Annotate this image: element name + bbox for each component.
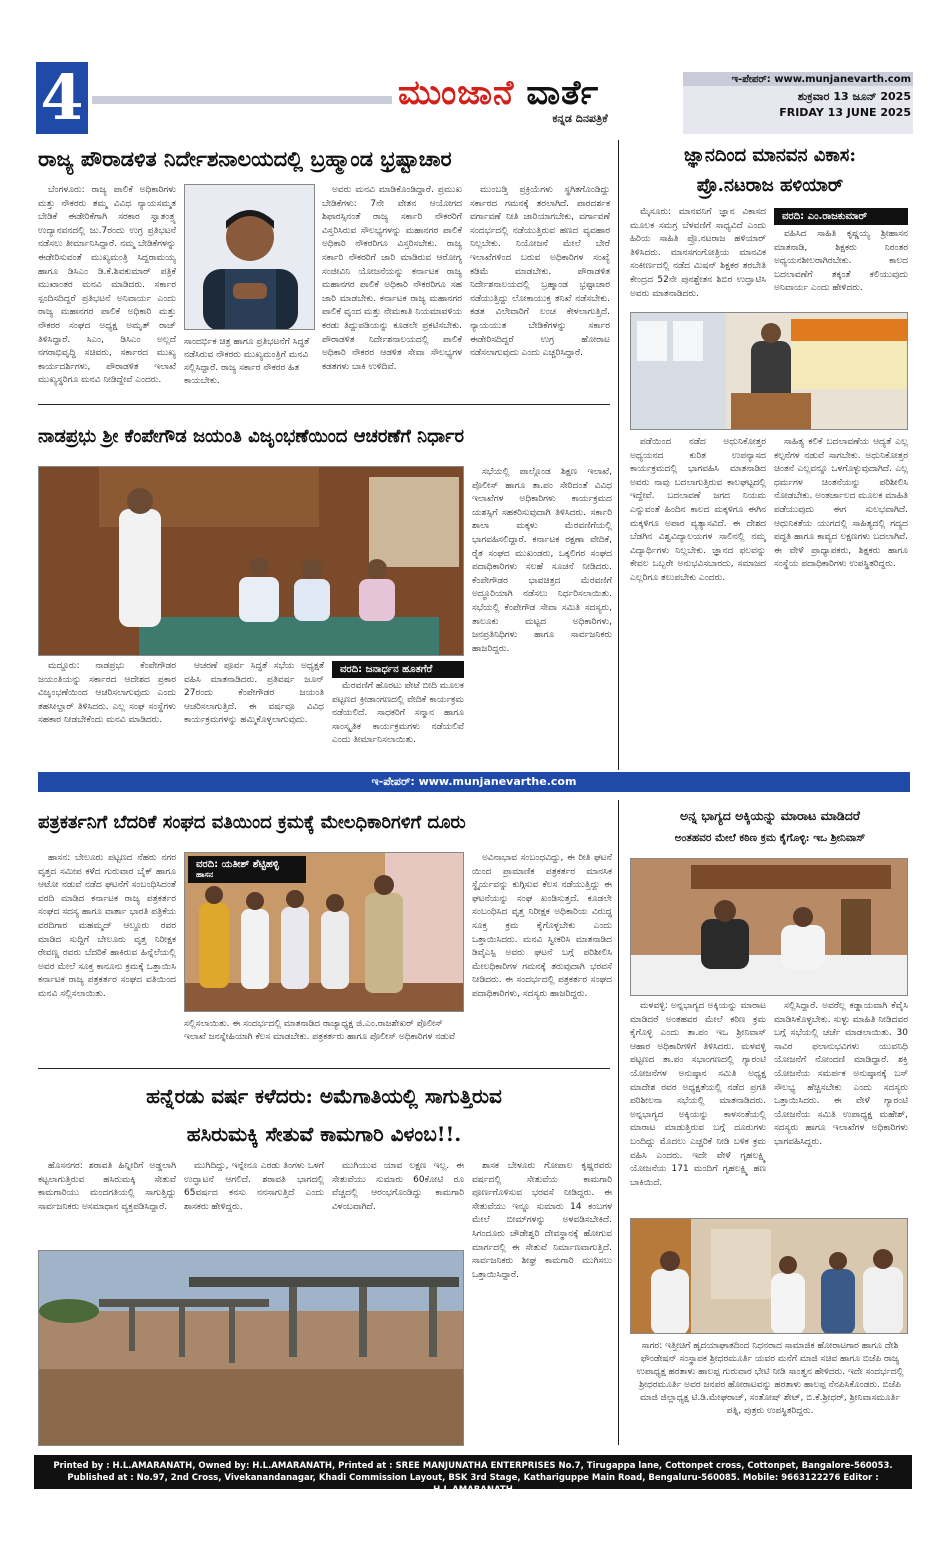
section-rule-2 bbox=[38, 1068, 610, 1069]
imprint-line-2: Published at : No.97, 2nd Cross, Vivekanandanagar, Khadi Commission Layout, BSK 3rd Stage, Kathariguppe Main Road, Bengaluru-560085. Mobile: 9663122276 Editor : H.L.AMARANATH bbox=[67, 1473, 879, 1495]
article-3-col-1: ಮದ್ದೂರು: ನಾಡಪ್ರಭು ಕೆಂಪೇಗೌಡರ ಜಯಂತಿಯನ್ನು ಸರ್ಕಾರದ ಆದೇಶದ ಪ್ರಕಾರ ವಿಜೃಂಭಣೆಯಿಂದ ಆಚರಿಸಲಾಗುವುದು ಎಂದು ತಹಸೀಲ್ದಾರ್ ತಿಳಿಸಿದರು. ಎಲ್ಲ ಸಂಘ ಸಂಸ್ಥೆಗಳು ಸಹಕಾರ ನೀಡಬೇಕೆಂದು ಮನವಿ ಮಾಡಿದರು. bbox=[38, 661, 176, 726]
article-1-headline[interactable]: ರಾಜ್ಯ ಪೌರಾಡಳಿತ ನಿರ್ದೇಶನಾಲಯದಲ್ಲಿ ಬ್ರಹ್ಮಾಂಡ ಭ್ರಷ್ಟಾಚಾರ bbox=[38, 146, 452, 171]
article-3-col-3: ಮೆರವಣಿಗೆ ಹೊರಟು ಪೇಟೆ ಬೀದಿ ಮೂಲಕ ಪಟ್ಟಣದ ಕ್ರೀಡಾಂಗಣದಲ್ಲಿ ವೇದಿಕೆ ಕಾರ್ಯಕ್ರಮ ನಡೆಯಲಿದೆ. ಸಾಧಕರಿಗೆ ಸನ್ಮಾನ ಹಾಗೂ ಸಾಂಸ್ಕೃತಿಕ ಕಾರ್ಯಕ್ರಮಗಳು ನಡೆಯಲಿವೆ ಎಂದು ತೀರ್ಮಾನಿಸಲಾಯಿತು. bbox=[332, 681, 464, 746]
article-2-headline-2[interactable]: ಪ್ರೊ.ನಟರಾಜ ಹಳಿಯಾರ್ bbox=[696, 175, 844, 196]
article-1-col-1: ಬೆಂಗಳೂರು: ರಾಜ್ಯ ಪಾಲಿಕೆ ಅಧಿಕಾರಿಗಳು ಮತ್ತು ನೌಕರರು ತಮ್ಮ ವಿವಿಧ ನ್ಯಾಯಸಮ್ಮತ ಬೇಡಿಕೆ ಈಡೇರಿಕೆಗಾಗಿ ಸರಕಾರ ಸ್ವಾತಂತ್ರ್ಯ ಉದ್ಯಾನವನದಲ್ಲಿ ಜು.7ರಂದು ಉಗ್ರ ಪ್ರತಿಭಟನೆ ನಡೆಸಲು ತೀರ್ಮಾನಿಸಿದ್ದಾರೆ. ನಮ್ಮ ಬೇಡಿಕೆಗಳನ್ನು ಈಡೇರಿಸುವಂತೆ ಮುಖ್ಯಮಂತ್ರಿ ಸಿದ್ದರಾಮಯ್ಯ ಹಾಗೂ ಡಿಸಿಎಂ ಡಿ.ಕೆ.ಶಿವಕುಮಾರ್ ಪತ್ರಿಕೆ ಮುಖಾಂತರ ಮನವಿ ಮಾಡಿದರು. ಸರ್ಕಾರ ಸ್ಪಂದಿಸದಿದ್ದರೆ ಪ್ರತಿಭಟನೆ ಅನಿವಾರ್ಯ ಎಂದು ರಾಜ್ಯ ಮಹಾನಗರ ಪಾಲಿಕೆ ಅಧಿಕಾರಿ ಮತ್ತು ನೌಕರರ ಸಂಘದ ಅಧ್ಯಕ್ಷ ಅಮೃತ್ ರಾಜ್ ತಿಳಿಸಿದ್ದಾರೆ. ಸಿಎಂ, ಡಿಸಿಎಂ ಅಲ್ಲದೆ ನಗರಾಭಿವೃದ್ಧಿ ಸಚಿವರು, ಸರ್ಕಾರದ ಮುಖ್ಯ ಕಾರ್ಯದರ್ಶಿಗಳು, ಪೌರಾಡಳಿತ ಇಲಾಖೆ ಮುಖ್ಯಸ್ಥರಿಗೂ ಮನವಿ ನೀಡಿದ್ದೇವೆ ಎಂದರು. bbox=[38, 185, 176, 386]
article-4-byline-place: ಹಾಸನ bbox=[196, 870, 214, 879]
column-divider-2 bbox=[618, 800, 619, 1445]
article-1-col-3: ಅವರು ಮನವಿ ಮಾಡಿಕೊಂಡಿದ್ದಾರೆ. ಪ್ರಮುಖ ಬೇಡಿಕೆಗಳು: 7ನೇ ವೇತನ ಆಯೋಗದ ಶಿಫಾರಸ್ಸಿನಂತೆ ರಾಜ್ಯ ಸರ್ಕಾರಿ ನೌಕರರಿಗೆ ವಿಸ್ತರಿಸಿರುವ ಸೌಲಭ್ಯಗಳನ್ನು ಮಹಾನಗರ ಪಾಲಿಕೆ ಅಧಿಕಾರಿ ನೌಕರರಿಗೂ ವಿಸ್ತರಿಸಬೇಕು. ರಾಜ್ಯ ಸರ್ಕಾರಿ ನೌಕರರಿಗೆ ಜಾರಿ ಮಾಡಿರುವ ಆರೋಗ್ಯ ಸಂಜೀವಿನಿ ಯೋಜನೆಯನ್ನು ಕರ್ನಾಟಕ ರಾಜ್ಯ ಮಹಾನಗರ ಪಾಲಿಕೆ ಅಧಿಕಾರಿ ನೌಕರರಿಗೂ ಸಹ ಜಾರಿ ಮಾಡಬೇಕು. ಕರ್ನಾಟಕ ರಾಜ್ಯ ಮಹಾನಗರ ಪಾಲಿಕೆ ವೃಂದ ಮತ್ತು ನೇಮಕಾತಿ ನಿಯಮಾವಳಿಯ ಕರಡು ತಿದ್ದುಪಡಿಯನ್ನು ಕೂಡಲೇ ಪ್ರಕಟಿಸಬೇಕು. ಪೌರಾಡಳಿತ ನಿರ್ದೇಶನಾಲಯದಲ್ಲಿ ಪಾಲಿಕೆ ಅಧಿಕಾರಿ ನೌಕರರ ಆಡಳಿತ ಸೇವಾ ಸೌಲಭ್ಯಗಳ ಕಡತಗಳು ಬಾಕಿ ಉಳಿದಿವೆ. bbox=[322, 185, 462, 372]
article-4-headline[interactable]: ಪತ್ರಕರ್ತನಿಗೆ ಬೆದರಿಕೆ ಸಂಘದ ವತಿಯಿಂದ ಕ್ರಮಕ್ಕೆ ಮೇಲಧಿಕಾರಿಗಳಿಗೆ ದೂರು bbox=[38, 812, 466, 833]
article-4-photo-caption: ಸಲ್ಲಿಸಲಾಯಿತು. ಈ ಸಂದರ್ಭದಲ್ಲಿ ಮಾತನಾಡಿದ ರಾಜ್ಯಾಧ್ಯಕ್ಷ ಜಿ.ಎಂ.ರಾಜಶೇಖರ್ ಪೊಲೀಸ್ ಇಲಾಖೆ ಜನಸ್ನೇಹಿಯಾಗಿ ಕೆಲಸ ಮಾಡಬೇಕು. ಪತ್ರಕರ್ತರು ಹಾಗೂ ಪೊಲೀಸ್ ಅಧಿಕಾರಿಗಳ ನಡುವೆ bbox=[184, 1019, 455, 1042]
article-6-headline-2[interactable]: ಹಸಿರುಮಕ್ಕಿ ಸೇತುವೆ ಕಾಮಗಾರಿ ವಿಳಂಬ!!. bbox=[186, 1122, 462, 1146]
section-rule bbox=[38, 404, 610, 405]
date-english: FRIDAY 13 JUNE 2025 bbox=[779, 106, 911, 119]
article-6-col-1: ಹೊಸನಗರ: ಶರಾವತಿ ಹಿನ್ನೀರಿಗೆ ಅಡ್ಡಲಾಗಿ ಕಟ್ಟಲಾಗುತ್ತಿರುವ ಹಸಿರುಮಕ್ಕಿ ಸೇತುವೆ ಕಾಮಗಾರಿಯು ಮಂದಗತಿಯಲ್ಲಿ ಸಾಗುತ್ತಿದ್ದು ಸಾರ್ವಜನಿಕರು ಅಸಮಾಧಾನ ವ್ಯಕ್ತಪಡಿಸಿದ್ದಾರೆ. bbox=[38, 1161, 176, 1212]
article-2-col-2: ವಹಿಸಿದ ಸಾಹಿತಿ ಕೃಷ್ಣಯ್ಯ ಶ್ರೀಹಾಸನ ಮಾತನಾಡಿ, ಶಿಕ್ಷಕರು ನಿರಂತರ ಅಧ್ಯಯನಶೀಲರಾಗಿರಬೇಕು. ಕಾಲದ ಬದಲಾವಣೆಗೆ ತಕ್ಕಂತೆ ಕಲಿಯುವುದು ಅನಿವಾರ್ಯ ಎಂದು ಹೇಳಿದರು. bbox=[774, 229, 908, 294]
masthead-subtitle: ಕನ್ನಡ ದಿನಪತ್ರಿಕೆ bbox=[552, 112, 608, 125]
article-1-col-4: ಮುಂಬಡ್ತಿ ಪ್ರಕ್ರಿಯೆಗಳು ಸ್ಥಗಿತಗೊಂಡಿದ್ದು ಸರ್ಕಾರದ ಗಮನಕ್ಕೆ ತರಲಾಗಿದೆ. ಪಾರದರ್ಶಕ ವರ್ಗಾವಣೆ ನೀತಿ ಜಾರಿಯಾಗಬೇಕು, ವರ್ಗಾವಣೆ ಸಂದರ್ಭದಲ್ಲಿ ನಡೆಯುತ್ತಿರುವ ಹಣದ ವ್ಯವಹಾರ ನಿಲ್ಲಬೇಕು. ನಿಯೋಜನೆ ಮೇಲೆ ಬೇರೆ ಇಲಾಖೆಗಳಿಂದ ಬರುವ ಅಧಿಕಾರಿಗಳ ಸಂಖ್ಯೆ ಕಡಿಮೆ ಮಾಡಬೇಕು. ಪೌರಾಡಳಿತ ನಿರ್ದೇಶನಾಲಯದಲ್ಲಿ ಬ್ರಹ್ಮಾಂಡ ಭ್ರಷ್ಟಾಚಾರ ನಡೆಯುತ್ತಿದ್ದು ಲೋಕಾಯುಕ್ತ ತನಿಖೆ ನಡೆಸಬೇಕು. ಕಡತ ವಿಲೇವಾರಿಗೆ ಲಂಚ ಕೇಳಲಾಗುತ್ತಿದೆ. ನ್ಯಾಯಯುತ ಬೇಡಿಕೆಗಳನ್ನು ಸರ್ಕಾರ ಈಡೇರಿಸದಿದ್ದರೆ ಉಗ್ರ ಹೋರಾಟ ನಡೆಸಲಾಗುವುದು ಎಂದು ಎಚ್ಚರಿಸಿದ್ದಾರೆ. bbox=[470, 185, 610, 359]
date-kannada: ಶುಕ್ರವಾರ 13 ಜೂನ್ 2025 bbox=[797, 90, 911, 103]
article-3-photo bbox=[38, 466, 464, 656]
epaper-band[interactable]: ಇ-ಪೇಪರ್: www.munjanevarthe.com bbox=[38, 772, 910, 792]
masthead bbox=[398, 72, 656, 114]
article-5-photo bbox=[630, 858, 908, 996]
article-2-byline: ವರದಿ: ಎಂ.ರಾಜಕುಮಾರ್ bbox=[774, 208, 908, 225]
article-7-photo bbox=[630, 1218, 908, 1334]
article-5-headline-2[interactable]: ಅಂತಹವರ ಮೇಲೆ ಕಠಿಣ ಕ್ರಮ ಕೈಗೊಳ್ಳಿ: ಇಒ ಶ್ರೀನಿವಾಸ್ bbox=[674, 832, 866, 844]
article-1-photo bbox=[184, 184, 315, 330]
epaper-url[interactable]: ಇ-ಪೇಪರ್: www.munjanevarth.com bbox=[731, 74, 911, 85]
article-6-col-2: ಮುಗಿದಿದ್ದು, ಇನ್ನೇನೂ ಎರಡು ತಿಂಗಳು ಒಳಗೆ ಉದ್ಘಾಟನೆ ಆಗಲಿದೆ. ಶರಾವತಿ ಭಾಗದಲ್ಲಿ 65ವರ್ಷದ ಕನಸು ನನಸಾಗುತ್ತಿದೆ ಎಂದು ಶಾಸಕರು ಹೇಳಿದ್ದರು. bbox=[184, 1161, 324, 1212]
article-5-col-1: ಮಳವಳ್ಳಿ: ಅನ್ನಭಾಗ್ಯದ ಅಕ್ಕಿಯನ್ನು ಮಾರಾಟ ಮಾಡಿದರೆ ಅಂತಹವರ ಮೇಲೆ ಕಠಿಣ ಕ್ರಮ ಕೈಗೊಳ್ಳಿ ಎಂದು ತಾ.ಪಂ ಇಒ ಶ್ರೀನಿವಾಸ್ ಆಹಾರ ಅಧಿಕಾರಿಗಳಿಗೆ ತಿಳಿಸಿದರು. ಮಳವಳ್ಳಿ ಪಟ್ಟಣದ ತಾ.ಪಂ ಸಭಾಂಗಣದಲ್ಲಿ ಗ್ಯಾರಂಟಿ ಯೋಜನೆಗಳ ಅನುಷ್ಠಾನ ಸಮಿತಿ ಅಧ್ಯಕ್ಷ ಮಾದೇಶ ರವರ ಅಧ್ಯಕ್ಷತೆಯಲ್ಲಿ ನಡೆದ ಪ್ರಗತಿ ಪರಿಶೀಲನಾ ಸಭೆಯಲ್ಲಿ ಮಾತನಾಡಿದರು. ಅನ್ನಭಾಗ್ಯದ ಅಕ್ಕಿಯನ್ನು ಕಾಳಸಂತೆಯಲ್ಲಿ ಮಾರಾಟ ಮಾಡುತ್ತಿರುವ ಬಗ್ಗೆ ದೂರುಗಳು ಬಂದಿದ್ದು ಮೊದಲು ಎಚ್ಚರಿಕೆ ನೀಡಿ ಬಳಿಕ ಕ್ರಮ ವಹಿಸಿ ಎಂದರು. ಇದೇ ವೇಳೆ ಗೃಹಲಕ್ಷ್ಮಿ ಯೋಜನೆಯ 171 ಮಂದಿಗೆ ಗೃಹಲಕ್ಷ್ಮಿ ಹಣ ಬಾಕಿಯಿದೆ. bbox=[630, 1001, 766, 1188]
article-3-byline: ವರದಿ: ಜನಾರ್ಧನ ಹೂತಗೆರೆ bbox=[332, 661, 464, 678]
article-4-byline-name: ವರದಿ: ಯತೀಶ್ ಶೆಟ್ಟಿಹಳ್ಳಿ bbox=[196, 859, 279, 870]
article-3-col-2: ಆಚರಣೆ ಪೂರ್ವ ಸಿದ್ಧತೆ ಸಭೆಯ ಅಧ್ಯಕ್ಷತೆ ವಹಿಸಿ ಮಾತನಾಡಿದರು. ಪ್ರತಿವರ್ಷ ಜೂನ್ 27ರಂದು ಕೆಂಪೇಗೌಡರ ಜಯಂತಿ ಆಚರಿಸಲಾಗುತ್ತಿದೆ. ಈ ವರ್ಷವೂ ವಿವಿಧ ಕಾರ್ಯಕ್ರಮಗಳನ್ನು ಹಮ್ಮಿಕೊಳ್ಳಲಾಗುವುದು. bbox=[184, 661, 324, 726]
article-5-headline[interactable]: ಅನ್ನ ಭಾಗ್ಯದ ಅಕ್ಕಿಯನ್ನು ಮಾರಾಟ ಮಾಡಿದರೆ bbox=[680, 808, 860, 823]
article-6-headline[interactable]: ಹನ್ನೆರಡು ವರ್ಷ ಕಳೆದರು: ಅಮೆಗಾತಿಯಲ್ಲಿ ಸಾಗುತ್ತಿರುವ bbox=[146, 1084, 502, 1108]
masthead-word-2: ವಾರ್ತೆ bbox=[526, 73, 600, 113]
article-2-headline[interactable]: ಜ್ಞಾನದಿಂದ ಮಾನವನ ವಿಕಾಸ: bbox=[683, 145, 857, 166]
article-4-col-1: ಹಾಸನ: ಬೇಲೂರು ಪಟ್ಟಣದ ನೆಹರು ನಗರ ವೃತ್ತದ ಸಮೀಪ ಕಳೆದ ಗುರುವಾರ ಬೈಕ್ ಹಾಗೂ ಆಟೋ ನಡುವೆ ನಡೆದ ಘಟನೆಗೆ ಸಂಬಂಧಿಸಿದಂತೆ ವರದಿ ಮಾಡಿದ ಕರ್ನಾಟಕ ರಾಜ್ಯ ಪತ್ರಕರ್ತರ ಸಂಘದ ಸದಸ್ಯ ಹಾಗೂ ವಾರ್ತಾ ಭಾರತಿ ಪತ್ರಿಕೆಯ ವರದಿಗಾರ ಮಹಮ್ಮದ್ ಆಲ್ದೂರು ರವರ ಮಾಡಿದ ಸುದ್ದಿಗೆ ಬೇಲೂರು ವೃತ್ತ ನಿರೀಕ್ಷಕ ರೇವಣ್ಣ ರವರು ಬೆದರಿಕೆ ಹಾಕಿರುವ ಹಿನ್ನೆಲೆಯಲ್ಲಿ ಅವರ ಮೇಲೆ ಸೂಕ್ತ ಕಾನೂನು ಕ್ರಮಕ್ಕೆ ಒತ್ತಾಯಿಸಿ ಕರ್ನಾಟಕ ರಾಜ್ಯ ಪತ್ರಕರ್ತರ ಸಂಘದ ವತಿಯಿಂದ ಮನವಿ ಸಲ್ಲಿಸಲಾಯಿತು. bbox=[38, 853, 176, 999]
masthead-word-1: ಮುಂಜಾನೆ bbox=[398, 73, 515, 113]
article-2-col-3: ಪಡೆಯಿಂದ ನಡೆದ ಅಧುನಿಕೋತ್ತರ ಅಧ್ಯಯನದ ಕುರಿತ ಉಪನ್ಯಾಸದ ಕಾರ್ಯಕ್ರಮದಲ್ಲಿ ಭಾಗವಹಿಸಿ ಮಾತನಾಡಿದ ಅವರು ನಾವು ಬದಲಾಗುತ್ತಿರುವ ಕಾಲಘಟ್ಟದಲ್ಲಿ ಇದ್ದೇವೆ. ಬದಲಾವಣೆ ಜಗದ ನಿಯಮ ಎನ್ನುವಂತೆ ಹಿಂದಿನ ಕಾಲದ ಮಕ್ಕಳಿಗೂ ಈಗಿನ ಮಕ್ಕಳಿಗೂ ಅಪಾರ ವ್ಯತ್ಯಾಸವಿದೆ. ಈ ದೇಶದ ಬೆಡಗಿನ ವಿಶ್ವವಿದ್ಯಾಲಯಗಳ ಸಾಲಿನಲ್ಲಿ ನಮ್ಮ ವಿದ್ಯಾರ್ಥಿಗಳು ನಿಲ್ಲಬೇಕು. ಜ್ಞಾನದ ಫಲವನ್ನು ಕೇವಲ ಒಬ್ಬರೇ ಅನುಭವಿಸಬಾರದು, ಸಮಾಜದ ಎಲ್ಲರಿಗೂ ತಲುಪಬೇಕು ಎಂದರು. bbox=[630, 437, 766, 583]
page-number: 4 bbox=[36, 62, 88, 134]
article-1-photo-caption: ಸಾಂದರ್ಭಿಕ ಚಿತ್ರ ಹಾಗೂ ಪ್ರತಿಭಟನೆಗೆ ಸಿದ್ಧತೆ ನಡೆಸಿರುವ ನೌಕರರು ಮುಖ್ಯಮಂತ್ರಿಗೆ ಮನವಿ ಸಲ್ಲಿಸಿದ್ದಾರೆ. ರಾಜ್ಯ ಸರ್ಕಾರ ನೌಕರರ ಹಿತ ಕಾಯಬೇಕು. bbox=[184, 337, 310, 386]
imprint-footer bbox=[34, 1455, 912, 1495]
article-4-col-3: ಅವಿನಾಭಾವ ಸಂಬಂಧವಿದ್ದು, ಈ ರೀತಿ ಘಟನೆ ಯಿಂದ ಪ್ರಾಮಾಣಿಕ ಪತ್ರಕರ್ತರ ಮಾನಸಿಕ ಸ್ಥೈರ್ಯವನ್ನು ಕುಗ್ಗಿಸುವ ಕೆಲಸ ನಡೆಯುತ್ತಿದ್ದು ಈ ಘಟನೆಯನ್ನು ಸಂಘ ಖಂಡಿಸುತ್ತದೆ. ಕೂಡಲೇ ಸಂಬಂಧಿಸಿದ ವೃತ್ತ ನಿರೀಕ್ಷಕ ಅಧಿಕಾರಿಯ ವಿರುದ್ಧ ಸೂಕ್ತ ಕ್ರಮ ಕೈಗೊಳ್ಳಬೇಕು ಎಂದು ಒತ್ತಾಯಿಸಿದರು. ಮನವಿ ಸ್ವೀಕರಿಸಿ ಮಾತನಾಡಿದ ಡಿವೈಎಸ್ಪಿ ಅವರು ಘಟನೆ ಬಗ್ಗೆ ಪರಿಶೀಲಿಸಿ ಮೇಲಧಿಕಾರಿಗಳ ಗಮನಕ್ಕೆ ತರುವುದಾಗಿ ಭರವಸೆ ನೀಡಿದರು. ಈ ಸಂದರ್ಭದಲ್ಲಿ ಪತ್ರಕರ್ತರ ಸಂಘದ ಪದಾಧಿಕಾರಿಗಳು, ಸದಸ್ಯರು ಹಾಜರಿದ್ದರು. bbox=[472, 853, 612, 999]
article-6-photo bbox=[38, 1250, 464, 1446]
article-6-col-3: ಮುಗಿಯುವ ಯಾವ ಲಕ್ಷಣ ಇಲ್ಲ. ಈ ಸೇತುವೆಯು ಸುಮಾರು 60ಕೋಟಿ ರೂ ವೆಚ್ಚದಲ್ಲಿ ಆರಂಭಗೊಂಡಿದ್ದು ಕಾಮಗಾರಿ ವಿಳಂಬವಾಗಿದೆ. bbox=[332, 1161, 464, 1212]
article-6-col-4: ಶಾಸಕ ಬೇಳೂರು ಗೋಪಾಲ ಕೃಷ್ಣರವರು ವರ್ಷದಲ್ಲಿ ಸೇತುವೆಯ ಕಾಮಗಾರಿ ಪೂರ್ಣಗೊಳಿಸುವ ಭರವಸೆ ನೀಡಿದ್ದರು. ಈ ಸೇತುವೆಯು ಇನ್ನೂ ಸುಮಾರು 14 ಕಂಬಗಳ ಮೇಲೆ ಬೀಮ್‌ಗಳನ್ನು ಅಳವಡಿಸಬೇಕಿದೆ. ಸಿಗಂದೂರು ಚೌಡೇಶ್ವರಿ ದೇವಸ್ಥಾನಕ್ಕೆ ಹೋಗುವ ಮಾರ್ಗದಲ್ಲಿ ಈ ಸೇತುವೆ ನಿರ್ಮಾಣವಾಗುತ್ತಿದೆ. ಸಾರ್ವಜನಿಕರು ಶೀಘ್ರ ಕಾಮಗಾರಿ ಮುಗಿಸಲು ಒತ್ತಾಯಿಸಿದ್ದಾರೆ. bbox=[472, 1161, 612, 1280]
article-4-byline bbox=[188, 856, 306, 883]
article-2-photo bbox=[630, 312, 908, 430]
article-3-col-4: ಸಭೆಯಲ್ಲಿ ಪಾಲ್ಗೊಂಡ ಶಿಕ್ಷಣ ಇಲಾಖೆ, ಪೊಲೀಸ್ ಹಾಗೂ ತಾ.ಪಂ ಸೇರಿದಂತೆ ವಿವಿಧ ಇಲಾಖೆಗಳ ಅಧಿಕಾರಿಗಳು ಕಾರ್ಯಕ್ರಮದ ಯಶಸ್ಸಿಗೆ ಸಹಕರಿಸುವುದಾಗಿ ತಿಳಿಸಿದರು. ಸರ್ಕಾರಿ ಶಾಲಾ ಮಕ್ಕಳು ಮೆರವಣಿಗೆಯಲ್ಲಿ ಭಾಗವಹಿಸಲಿದ್ದಾರೆ. ಕರ್ನಾಟಕ ರಕ್ಷಣಾ ವೇದಿಕೆ, ರೈತ ಸಂಘದ ಮುಖಂಡರು, ಒಕ್ಕಲಿಗರ ಸಂಘದ ಪದಾಧಿಕಾರಿಗಳು ಸಲಹೆ ಸೂಚನೆ ನೀಡಿದರು. ಕೆಂಪೇಗೌಡರ ಭಾವಚಿತ್ರದ ಮೆರವಣಿಗೆ ಅದ್ಧೂರಿಯಾಗಿ ನಡೆಸಲು ನಿರ್ಧರಿಸಲಾಯಿತು. ಸಭೆಯಲ್ಲಿ ಕೆಂಪೇಗೌಡ ಸೇವಾ ಸಮಿತಿ ಸದಸ್ಯರು, ತಾಲೂಕು ಮಟ್ಟದ ಅಧಿಕಾರಿಗಳು, ಜನಪ್ರತಿನಿಧಿಗಳು ಹಾಗೂ ಸಾರ್ವಜನಿಕರು ಹಾಜರಿದ್ದರು. bbox=[472, 467, 612, 654]
column-divider bbox=[618, 140, 619, 770]
article-3-headline[interactable]: ನಾಡಪ್ರಭು ಶ್ರೀ ಕೆಂಪೇಗೌಡ ಜಯಂತಿ ವಿಜೃಂಭಣೆಯಿಂದ ಆಚರಣೆಗೆ ನಿರ್ಧಾರ bbox=[38, 426, 465, 447]
header-rule bbox=[92, 96, 392, 104]
article-2-col-1: ಮೈಸೂರು: ಮಾನವನಿಗೆ ಜ್ಞಾನ ವಿಕಾಸದ ಮೂಲಕ ಸಮಗ್ರ ಬೆಳವಣಿಗೆ ಸಾಧ್ಯವಿದೆ ಎಂದು ಹಿರಿಯ ಸಾಹಿತಿ ಪ್ರೊ.ನಟರಾಜ ಹಳಿಯಾರ್ ತಿಳಿಸಿದರು. ಮಾನಸಗಂಗೋತ್ರಿಯ ಮಾನವಿಕ ಸಂಕೀರ್ಣದಲ್ಲಿ ನಡೆದ ಮಿಷನ್ ಶಿಕ್ಷಕರ ತರಬೇತಿ ಕೇಂದ್ರದ 52ನೇ ಪುನಶ್ಚೇತನ ಶಿಬಿರ ಉದ್ಘಾಟಿಸಿ ಅವರು ಮಾತನಾಡಿದರು. bbox=[630, 207, 766, 299]
article-7-caption: ಸಾಗರ: ಇತ್ತೀಚಿಗೆ ಹೃದಯಾಘಾತದಿಂದ ನಿಧನರಾದ ಸಾಮಾಜಿಕ ಹೋರಾಟಗಾರ ಹಾಗೂ ದೇಶಿ ಫೌಂಡೇಷನ್ ಸಂಸ್ಥಾಪಕ ಶ್ರೀಧರಮೂರ್ತಿ ಯವರ ಮನೆಗೆ ಮಾಜಿ ಸಚಿವ ಹಾಗೂ ಬಿಜೆಪಿ ರಾಜ್ಯ ಉಪಾಧ್ಯಕ್ಷ ಹರತಾಳು ಹಾಲಪ್ಪ ಗುರುವಾರ ಭೇಟಿ ನೀಡಿ ಸಾಂತ್ವನ ಹೇಳಿದರು. ಇದೇ ಸಂದರ್ಭದಲ್ಲಿ ಶ್ರೀಧರಮೂರ್ತಿ ಅವರ ಜನಪರ ಹೋರಾಟವನ್ನು ಹರತಾಳು ಹಾಲಪ್ಪ ನೆನಪಿಸಿಕೊಂಡರು. ಬಿಜೆಪಿ ಮಾಜಿ ಜಿಲ್ಲಾಧ್ಯಕ್ಷ ಟಿ.ಡಿ.ಮೇಘರಾಜ್, ಸಂತೋಷ್ ಶೇಟ್, ಬಿ.ಕೆ.ಶ್ರೀಧರ್, ಶ್ರೀನಿವಾಸಮೂರ್ತಿ ಪತ್ನಿ, ಪುತ್ರರು ಉಪಸ್ಥಿತರಿದ್ದರು. bbox=[636, 1341, 904, 1416]
imprint-line-1: Printed by : H.L.AMARANATH, Owned by: H.L.AMARANATH, Printed at : SREE MANJUNATHA ENTERPRISES No.7, Tirugappa lane, Cottonpet cross, Cottonpet, Bangalore-560053. bbox=[53, 1461, 893, 1471]
article-2-col-4: ಸಾಹಿತ್ಯ ಕಲಿಕೆ ಬದಲಾವಣೆಯ ಆದ್ಯತೆ ಎಲ್ಲ ಕಲ್ಪನೆಗಳ ನಡುವೆ ಸಾಗಬೇಕು. ಅಧುನಿಕೋತ್ತರ ಚಿಂತನೆ ಎಲ್ಲವನ್ನೂ ಒಳಗೊಳ್ಳುವುದಾಗಿದೆ. ಎಲ್ಲ ಧರ್ಮಗಳ ಚಿಂತನೆಯನ್ನು ಪರಿಶೀಲಿಸಿ ನೋಡಬೇಕು. ಅಂತರ್ಜಾಲದ ಮೂಲಕ ಮಾಹಿತಿ ಪಡೆಯುವುದು ಈಗ ಸುಲಭವಾಗಿದೆ. ಆಧುನಿಕತೆಯ ಯುಗದಲ್ಲಿ ಸಾಹಿತ್ಯದಲ್ಲಿ ಗದ್ಯದ ಪದ್ಧತಿ ಹಾಗೂ ಕಾವ್ಯದ ಲಕ್ಷಣಗಳು ಬದಲಾಗಿವೆ. ಈ ವೇಳೆ ಪ್ರಾಧ್ಯಾಪಕರು, ಶಿಕ್ಷಕರು ಹಾಗೂ ಸಂಸ್ಥೆಯ ಪದಾಧಿಕಾರಿಗಳು ಉಪಸ್ಥಿತರಿದ್ದರು. bbox=[774, 437, 908, 570]
article-5-col-2: ಸಲ್ಲಿಸಿದ್ದಾರೆ. ಅವರೆಲ್ಲ ಕಡ್ಡಾಯವಾಗಿ ಕೆವೈಸಿ ಮಾಡಿಸಿಕೊಳ್ಳಬೇಕು. ಸುಳ್ಳು ಮಾಹಿತಿ ನೀಡಿದವರ ಬಗ್ಗೆ ಸಭೆಯಲ್ಲಿ ಚರ್ಚೆ ಮಾಡಲಾಯಿತು. 30 ಸಾವಿರ ಫಲಾನುಭವಿಗಳು ಯುವನಿಧಿ ಯೋಜನೆಗೆ ನೋಂದಣಿ ಮಾಡಿದ್ದಾರೆ. ಶಕ್ತಿ ಯೋಜನೆಯ ಸಮರ್ಪಕ ಅನುಷ್ಠಾನಕ್ಕೆ ಬಸ್ ಸೌಲಭ್ಯ ಹೆಚ್ಚಿಸಬೇಕು ಎಂದು ಸದಸ್ಯರು ಒತ್ತಾಯಿಸಿದರು. ಈ ವೇಳೆ ಗ್ಯಾರಂಟಿ ಯೋಜನೆಯ ಸಮಿತಿ ಉಪಾಧ್ಯಕ್ಷ ಮಹೇಶ್, ಸದಸ್ಯರು ಹಾಗೂ ಇಲಾಖೆಗಳ ಅಧಿಕಾರಿಗಳು ಭಾಗವಹಿಸಿದ್ದರು. bbox=[774, 1001, 908, 1147]
